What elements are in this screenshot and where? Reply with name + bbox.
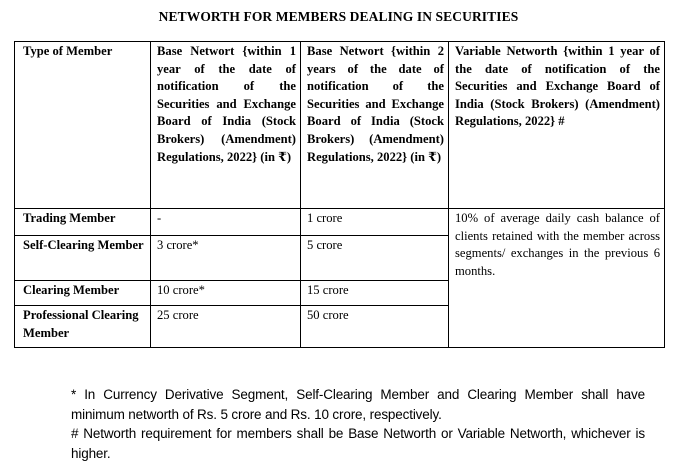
member-type-cell: Clearing Member: [15, 281, 151, 306]
header-base-networth-2-years: Base Networt {within 2 years of the date of notification of the Securities and Exchange Board of India (Stock Brokers) (Amendment) Regulations, 2022} (in ₹): [301, 42, 449, 209]
table-row: [15, 209, 665, 236]
header-base-networth-1-year: Base Networt {within 1 year of the date of notification of the Securities and Exchange Board of India (Stock Brokers) (Amendment) Regulations, 2022} (in ₹): [151, 42, 301, 209]
base-networth-2-cell: 15 crore: [301, 281, 449, 306]
base-networth-1-cell: 3 crore*: [151, 236, 301, 281]
networth-table: [14, 41, 665, 348]
base-networth-1-cell: 10 crore*: [151, 281, 301, 306]
footnote-hash: # Networth requirement for members shall be Base Networth or Variable Networth, whichever is higher.: [71, 426, 645, 461]
member-type-cell: Professional Clearing Member: [15, 306, 151, 348]
document-title: NETWORTH FOR MEMBERS DEALING IN SECURITIES: [158, 9, 519, 24]
member-type-cell: Self-Clearing Member: [15, 236, 151, 281]
header-type-of-member: Type of Member: [15, 42, 151, 209]
footnotes: [71, 385, 645, 463]
table-header-row: [15, 42, 665, 209]
base-networth-1-cell: 25 crore: [151, 306, 301, 348]
variable-networth-cell: 10% of average daily cash balance of clients retained with the member across segments/ exchanges in the previous 6 months.: [449, 209, 665, 348]
member-type-cell: Trading Member: [15, 209, 151, 236]
base-networth-1-cell: -: [151, 209, 301, 236]
base-networth-2-cell: 1 crore: [301, 209, 449, 236]
base-networth-2-cell: 5 crore: [301, 236, 449, 281]
base-networth-2-cell: 50 crore: [301, 306, 449, 348]
footnote-asterisk: * In Currency Derivative Segment, Self-Clearing Member and Clearing Member shall have minimum networth of Rs. 5 crore and Rs. 10 crore, respectively.: [71, 387, 645, 422]
header-variable-networth: Variable Networth {within 1 year of the date of notification of the Securities and Exchange Board of India (Stock Brokers) (Amendment) Regulations, 2022} #: [449, 42, 665, 209]
